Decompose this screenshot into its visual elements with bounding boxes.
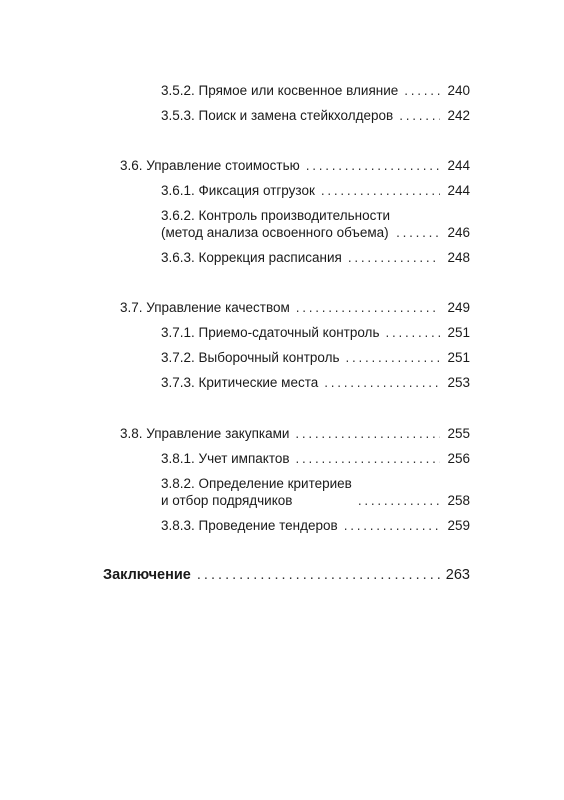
toc-page-number: 253: [447, 375, 470, 390]
toc-entry-3-8-2: [161, 475, 470, 509]
toc-entry-title: 3.6. Управление стоимостью: [120, 158, 300, 173]
toc-dot-leader: [396, 224, 440, 241]
toc-entry-title: Заключение: [103, 567, 191, 583]
toc-entry-3-7-1: [161, 324, 470, 341]
toc-dot-leader: [344, 517, 440, 534]
toc-dot-leader: [295, 425, 440, 442]
toc-entry-3-5-3: [161, 107, 470, 124]
toc-page-number: 246: [447, 225, 470, 240]
toc-entry-conclusion: [103, 567, 470, 584]
toc-dot-leader: [306, 157, 440, 174]
toc-page-number: 255: [447, 426, 470, 441]
toc-entry-title-line: и отбор подрядчиков: [161, 493, 293, 508]
toc-dot-leader: [358, 492, 440, 509]
toc-page-number: 259: [447, 518, 470, 533]
toc-entry-3-7-3: [161, 374, 470, 391]
toc-page-number: 256: [447, 451, 470, 466]
toc-entry-title-line: (метод анализа освоенного объема): [161, 225, 389, 240]
toc-entry-title: 3.5.3. Поиск и замена стейкхолдеров: [161, 108, 394, 123]
toc-entry-title: 3.7.3. Критические места: [161, 375, 319, 390]
toc-entry-3-6: [120, 157, 470, 174]
toc-entry-3-8-1: [161, 450, 470, 467]
toc-dot-leader: [346, 349, 440, 366]
toc-entry-3-6-2: [161, 207, 470, 241]
toc-dot-leader: [385, 324, 440, 341]
toc-entry-title: 3.6.3. Коррекция расписания: [161, 250, 342, 265]
toc-entry-title: 3.7.1. Приемо-сдаточный контроль: [161, 325, 380, 340]
toc-page-number: 251: [447, 350, 470, 365]
toc-entry-3-8: [120, 425, 470, 442]
toc-dot-leader: [321, 182, 440, 199]
toc-dot-leader: [296, 299, 440, 316]
toc-page-number: 240: [447, 83, 470, 98]
toc-entry-3-6-3: [161, 249, 470, 266]
toc-entry-title: 3.8.1. Учет импактов: [161, 451, 290, 466]
toc-dot-leader: [404, 82, 440, 99]
toc-entry-title: [161, 475, 352, 509]
toc-entry-title-line: 3.8.2. Определение критериев: [161, 476, 352, 491]
toc-dot-leader: [348, 249, 440, 266]
toc-page-number: 248: [447, 250, 470, 265]
toc-entry-title: [161, 207, 390, 241]
toc-entry-3-7-2: [161, 349, 470, 366]
toc-entry-title-line: 3.6.2. Контроль производительности: [161, 208, 391, 223]
toc-entry-title: 3.7.2. Выборочный контроль: [161, 350, 340, 365]
toc-entry-3-6-1: [161, 182, 470, 199]
toc-dot-leader: [296, 450, 440, 467]
toc-dot-leader: [324, 374, 440, 391]
toc-entry-title: 3.8.3. Проведение тендеров: [161, 518, 338, 533]
toc-page-number: 263: [445, 567, 470, 583]
toc-entry-title: 3.5.2. Прямое или косвенное влияние: [161, 83, 399, 98]
toc-dot-leader: [399, 107, 440, 124]
toc-page-number: 258: [447, 493, 470, 508]
toc-page-number: 251: [447, 325, 470, 340]
toc-page-number: 249: [447, 300, 470, 315]
toc-entry-title: 3.7. Управление качеством: [120, 300, 290, 315]
toc-entry-title: 3.6.1. Фиксация отгрузок: [161, 183, 315, 198]
toc-entry-3-7: [120, 299, 470, 316]
toc-entry-title: 3.8. Управление закупками: [120, 426, 290, 441]
toc-entry-3-5-2: [161, 82, 470, 99]
toc-dot-leader: [197, 567, 440, 584]
toc-entry-3-8-3: [161, 517, 470, 534]
toc-page-number: 244: [447, 183, 470, 198]
toc-page-number: 244: [447, 158, 470, 173]
toc-page-number: 242: [447, 108, 470, 123]
